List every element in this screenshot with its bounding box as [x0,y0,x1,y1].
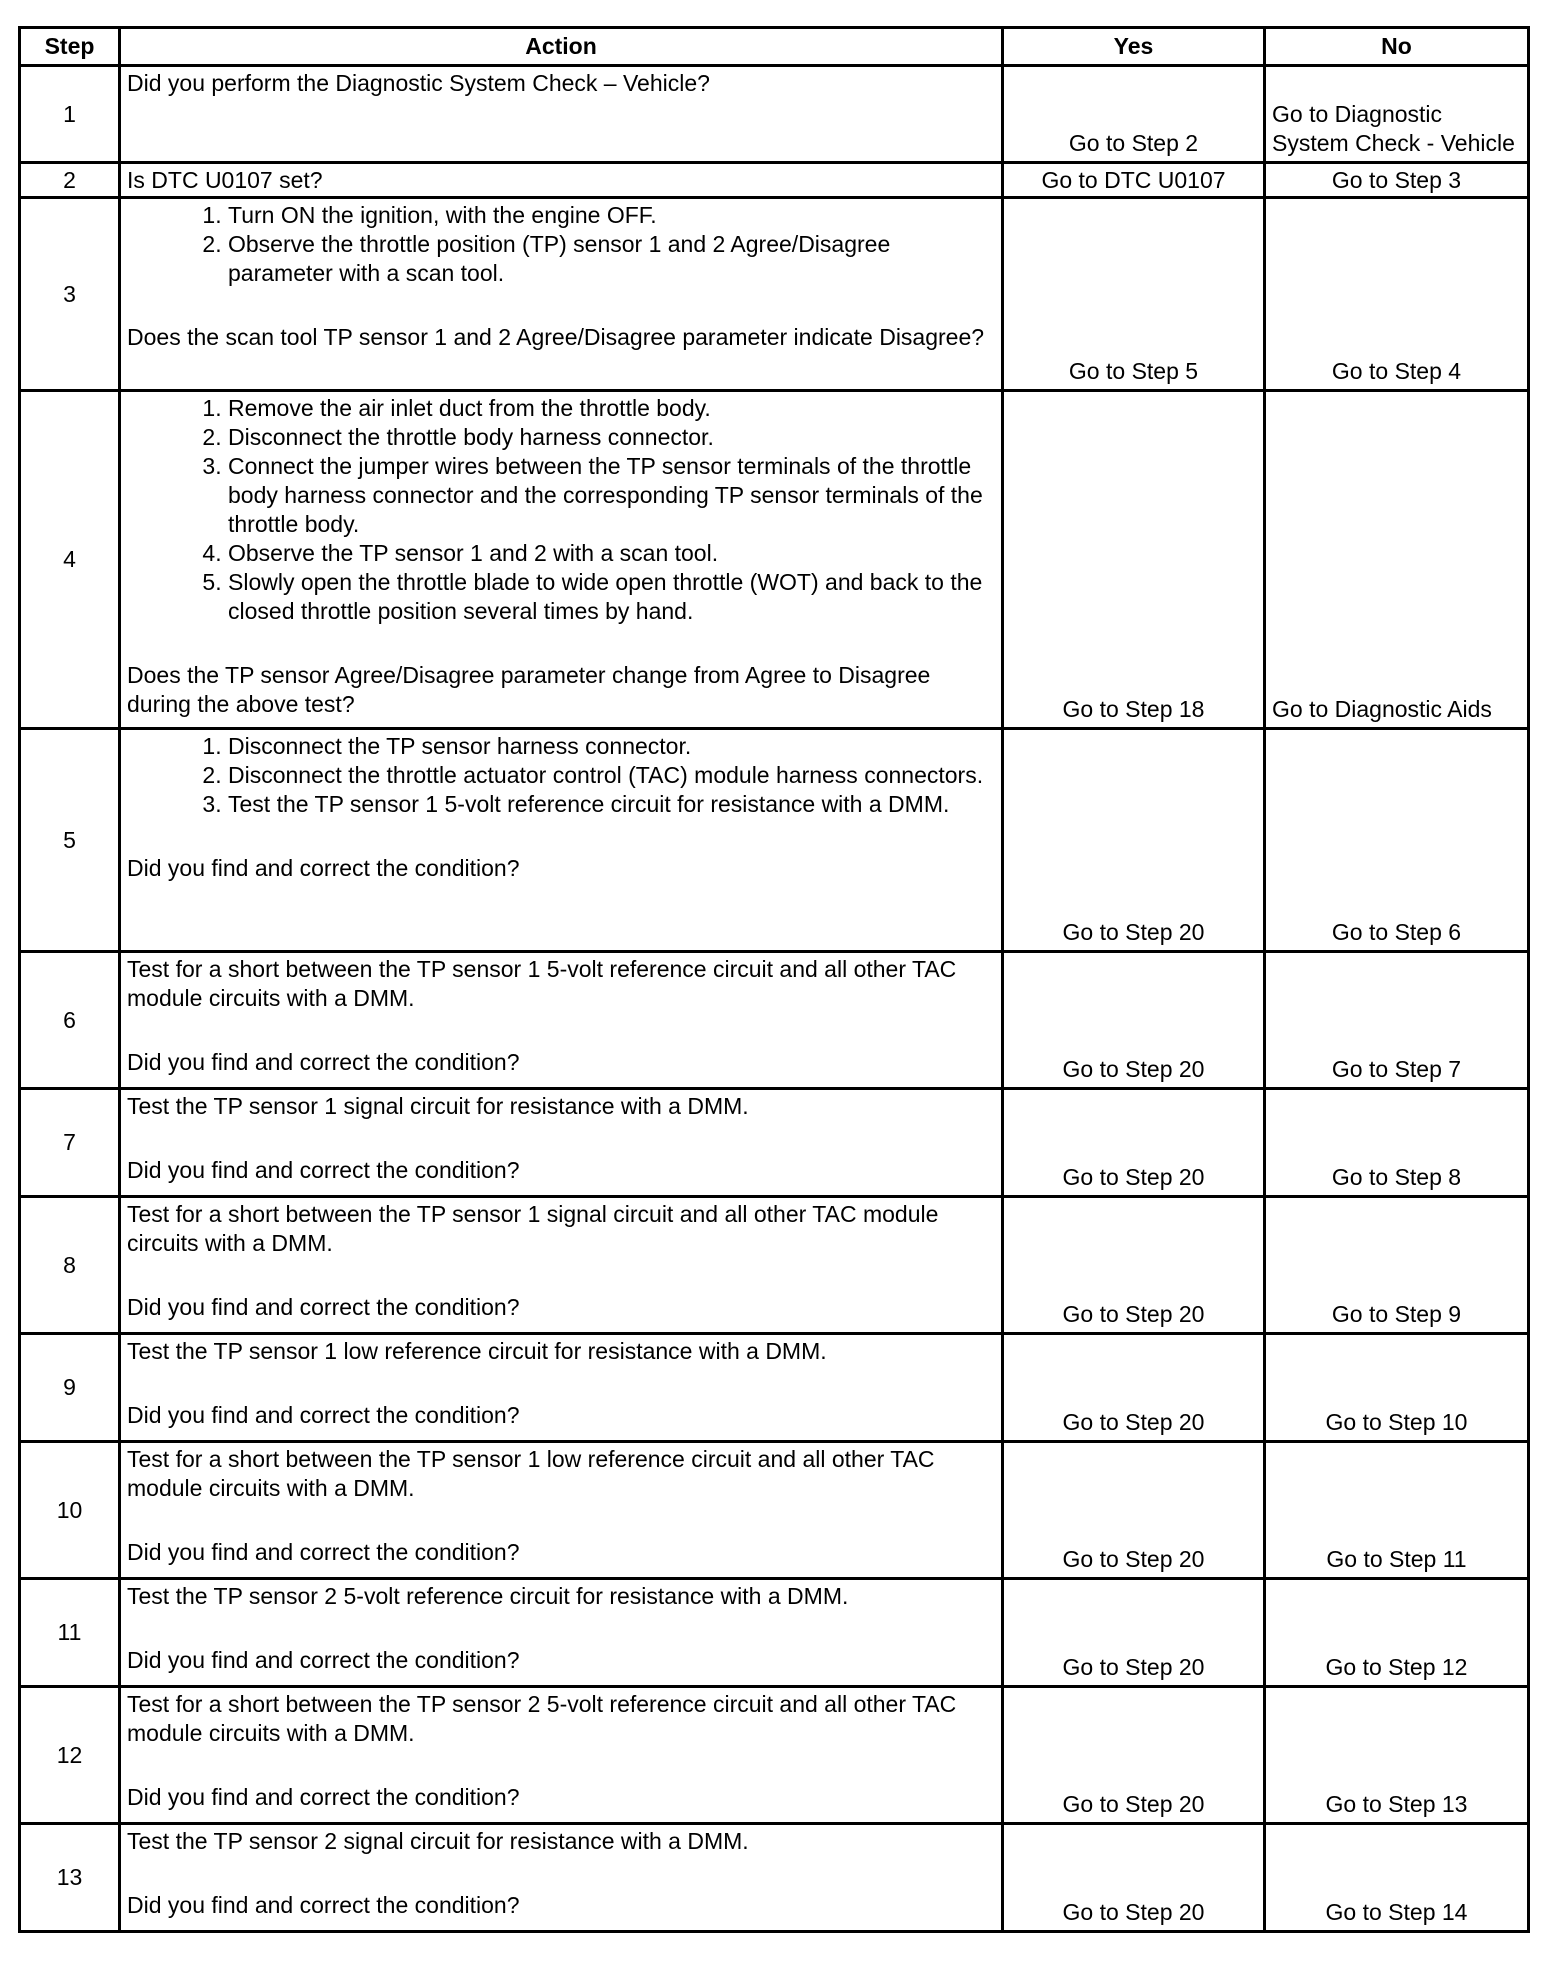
action-question: Did you perform the Diagnostic System Check – Vehicle? [127,70,710,96]
header-step: Step [20,28,120,66]
action-question: Did you find and correct the condition? [127,1892,520,1918]
no-cell: Go to Step 9 [1265,1197,1529,1334]
yes-cell: Go to Step 20 [1003,1687,1265,1824]
yes-cell: Go to Step 18 [1003,391,1265,729]
header-action: Action [120,28,1003,66]
action-question: Is DTC U0107 set? [127,166,323,193]
action-cell [120,163,1003,198]
header-no: No [1265,28,1529,66]
action-test: Test the TP sensor 1 low reference circuit for resistance with a DMM. [127,1338,827,1364]
header-yes: Yes [1003,28,1265,66]
yes-cell: Go to Step 20 [1003,1579,1265,1687]
yes-cell: Go to Step 5 [1003,198,1265,391]
step-number: 7 [20,1089,120,1197]
instruction-list [127,201,995,288]
action-cell [120,66,1003,163]
action-question: Did you find and correct the condition? [127,1539,520,1565]
no-cell: Go to Step 4 [1265,198,1529,391]
action-cell [120,729,1003,952]
table-row [20,391,1529,729]
instruction-item: 4. Observe the TP sensor 1 and 2 with a scan tool. [228,539,995,568]
table-row [20,1334,1529,1442]
step-number: 6 [20,952,120,1089]
instruction-item: 1. Remove the air inlet duct from the throttle body. [228,394,995,423]
step-number: 5 [20,729,120,952]
action-cell [120,391,1003,729]
action-cell [120,1089,1003,1197]
no-cell: Go to Diagnostic Aids [1265,391,1529,729]
action-test: Test for a short between the TP sensor 1 5-volt reference circuit and all other TAC module circuits with a DMM. [127,956,957,1011]
action-test: Test for a short between the TP sensor 2 5-volt reference circuit and all other TAC module circuits with a DMM. [127,1691,957,1746]
table-row [20,163,1529,198]
action-cell [120,1334,1003,1442]
no-cell: Go to Step 12 [1265,1579,1529,1687]
yes-cell: Go to Step 2 [1003,66,1265,163]
table-row [20,1089,1529,1197]
no-cell: Go to Step 11 [1265,1442,1529,1579]
instruction-item: 3. Test the TP sensor 1 5-volt reference circuit for resistance with a DMM. [228,790,995,819]
no-cell: Go to Step 6 [1265,729,1529,952]
table-row [20,1579,1529,1687]
step-number: 4 [20,391,120,729]
action-question: Did you find and correct the condition? [127,1049,520,1075]
table-row [20,952,1529,1089]
action-cell [120,1579,1003,1687]
yes-cell: Go to Step 20 [1003,1089,1265,1197]
yes-cell: Go to Step 20 [1003,1824,1265,1932]
yes-cell: Go to Step 20 [1003,1197,1265,1334]
no-cell: Go to Step 13 [1265,1687,1529,1824]
instruction-item: 5. Slowly open the throttle blade to wide open throttle (WOT) and back to the closed throttle position several times by hand. [228,568,995,626]
table-row [20,729,1529,952]
action-cell [120,1824,1003,1932]
step-number: 13 [20,1824,120,1932]
table-row [20,1824,1529,1932]
action-question: Does the scan tool TP sensor 1 and 2 Agree/Disagree parameter indicate Disagree? [127,324,985,350]
table-row [20,66,1529,163]
no-cell: Go to Diagnostic System Check - Vehicle [1265,66,1529,163]
step-number: 12 [20,1687,120,1824]
table-row [20,1442,1529,1579]
instruction-item: 2. Observe the throttle position (TP) sensor 1 and 2 Agree/Disagree parameter with a scan tool. [228,230,995,288]
step-number: 9 [20,1334,120,1442]
action-cell [120,1687,1003,1824]
step-number: 3 [20,198,120,391]
step-number: 11 [20,1579,120,1687]
table-row [20,1687,1529,1824]
action-test: Test the TP sensor 2 signal circuit for resistance with a DMM. [127,1828,749,1854]
yes-cell: Go to Step 20 [1003,1334,1265,1442]
instruction-item: 2. Disconnect the throttle actuator control (TAC) module harness connectors. [228,761,995,790]
action-test: Test for a short between the TP sensor 1 low reference circuit and all other TAC module circuits with a DMM. [127,1446,935,1501]
action-question: Does the TP sensor Agree/Disagree parameter change from Agree to Disagree during the above test? [127,662,931,717]
table-row [20,1197,1529,1334]
action-question: Did you find and correct the condition? [127,1402,520,1428]
no-cell: Go to Step 3 [1265,163,1529,198]
action-question: Did you find and correct the condition? [127,855,520,881]
yes-cell: Go to Step 20 [1003,1442,1265,1579]
table-row [20,198,1529,391]
diagnostic-table [18,26,1530,1933]
yes-cell: Go to Step 20 [1003,952,1265,1089]
no-cell: Go to Step 7 [1265,952,1529,1089]
action-question: Did you find and correct the condition? [127,1647,520,1673]
instruction-item: 3. Connect the jumper wires between the TP sensor terminals of the throttle body harness connector and the corresponding TP sensor terminals of the throttle body. [228,452,995,539]
action-test: Test the TP sensor 2 5-volt reference circuit for resistance with a DMM. [127,1583,849,1609]
action-cell [120,1197,1003,1334]
action-question: Did you find and correct the condition? [127,1157,520,1183]
step-number: 10 [20,1442,120,1579]
no-cell: Go to Step 14 [1265,1824,1529,1932]
instruction-list [127,394,995,626]
yes-cell: Go to Step 20 [1003,729,1265,952]
step-number: 1 [20,66,120,163]
instruction-item: 1. Turn ON the ignition, with the engine OFF. [228,201,995,230]
action-question: Did you find and correct the condition? [127,1784,520,1810]
header-row [20,28,1529,66]
yes-cell: Go to DTC U0107 [1003,163,1265,198]
action-test: Test for a short between the TP sensor 1 signal circuit and all other TAC module circuits with a DMM. [127,1201,939,1256]
action-test: Test the TP sensor 1 signal circuit for resistance with a DMM. [127,1093,749,1119]
no-cell: Go to Step 8 [1265,1089,1529,1197]
instruction-item: 1. Disconnect the TP sensor harness connector. [228,732,995,761]
step-number: 2 [20,163,120,198]
action-cell [120,1442,1003,1579]
instruction-list [127,732,995,819]
action-cell [120,952,1003,1089]
instruction-item: 2. Disconnect the throttle body harness connector. [228,423,995,452]
action-question: Did you find and correct the condition? [127,1294,520,1320]
no-cell: Go to Step 10 [1265,1334,1529,1442]
action-cell [120,198,1003,391]
step-number: 8 [20,1197,120,1334]
